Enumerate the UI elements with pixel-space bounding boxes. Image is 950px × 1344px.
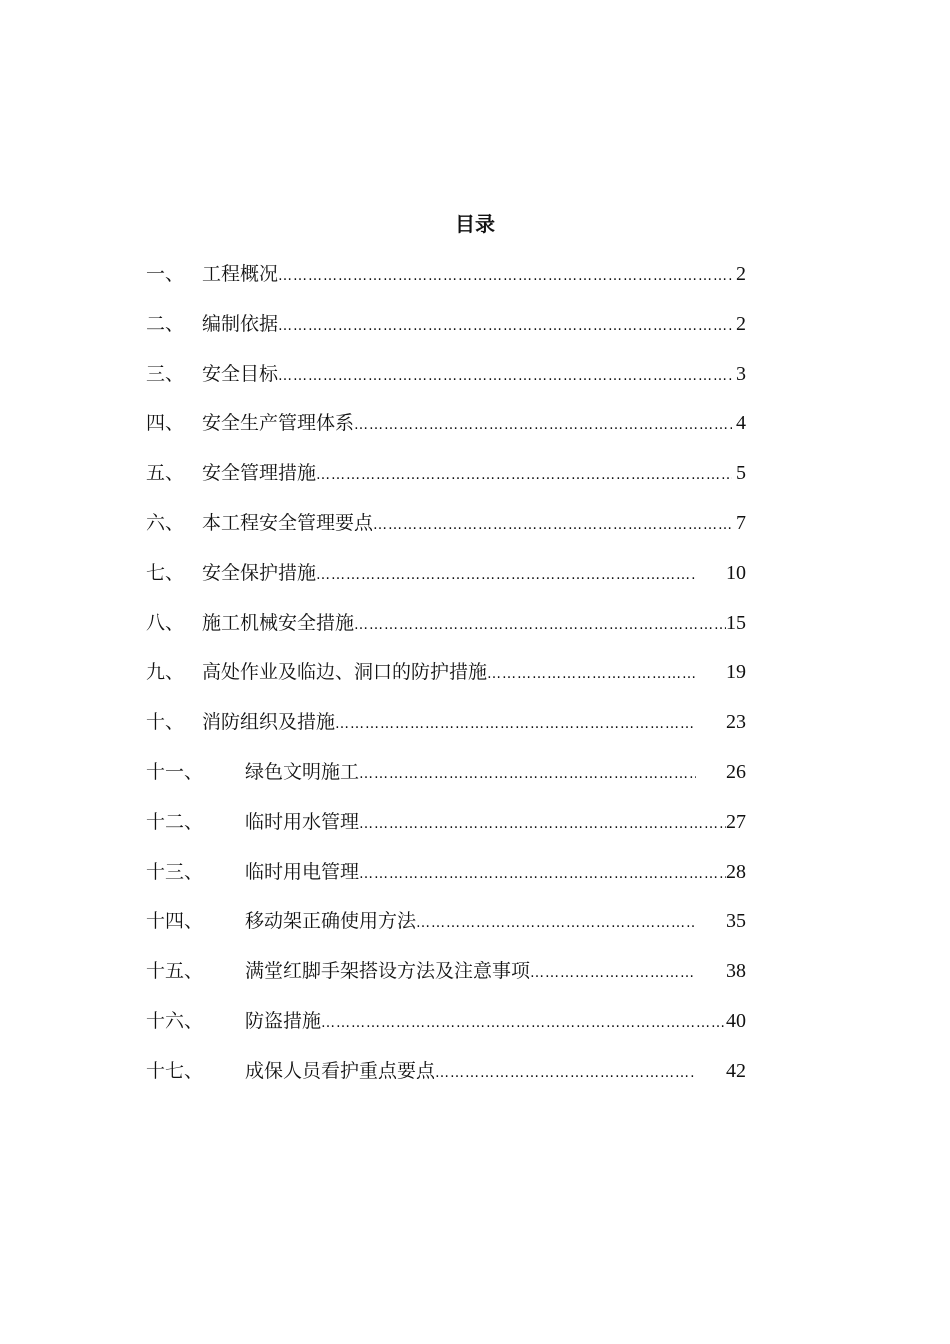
toc-entry-8 [146, 609, 746, 659]
dot-leader [321, 1009, 726, 1037]
dot-leader [278, 262, 732, 290]
toc-entry-10 [146, 708, 746, 758]
toc-entry-page: 28 [726, 860, 746, 883]
dot-leader [354, 411, 732, 439]
toc-entry-number: 十、 [146, 711, 185, 734]
toc-entry-text: 安全保护措施 [202, 561, 317, 584]
toc-entry-text: 满堂红脚手架搭设方法及注意事项 [245, 960, 531, 983]
toc-entry-page: 3 [736, 362, 746, 385]
toc-entry-page: 4 [736, 412, 746, 435]
toc-entry-15 [146, 957, 746, 1007]
dot-leader [373, 511, 732, 539]
toc-entry-text: 本工程安全管理要点 [202, 511, 374, 534]
toc-entry-14 [146, 907, 746, 957]
toc-entry-page: 23 [726, 711, 746, 734]
dot-leader [316, 461, 732, 489]
toc-entry-number: 一、 [146, 263, 185, 285]
toc-entry-page: 26 [726, 760, 746, 783]
toc-entry-text: 施工机械安全措施 [202, 611, 355, 634]
toc-entry-text: 绿色文明施工 [245, 760, 360, 783]
toc-entry-number: 十四、 [146, 910, 204, 933]
toc-entry-6 [146, 509, 746, 559]
toc-entry-text: 成保人员看护重点要点 [245, 1059, 436, 1082]
toc-entry-11 [146, 758, 746, 808]
toc-entry-text: 防盗措施 [245, 1009, 322, 1032]
toc-entry-page: 38 [726, 960, 746, 983]
table-of-contents [146, 260, 746, 1107]
toc-entry-text: 临时用水管理 [245, 810, 360, 833]
toc-entry-7 [146, 559, 746, 609]
toc-entry-text: 编制依据 [202, 312, 279, 335]
toc-entry-2 [146, 310, 746, 360]
toc-entry-page: 27 [726, 810, 746, 833]
toc-entry-number: 十二、 [146, 810, 204, 833]
toc-entry-12 [146, 808, 746, 858]
toc-entry-number: 六、 [146, 511, 185, 534]
toc-entry-9 [146, 658, 746, 708]
toc-entry-number: 十三、 [146, 860, 204, 883]
toc-entry-text: 高处作业及临边、洞口的防护措施 [202, 661, 488, 684]
toc-entry-page: 7 [736, 511, 746, 534]
toc-entry-number: 九、 [146, 661, 185, 684]
toc-entry-number: 十五、 [146, 960, 204, 983]
dot-leader [359, 810, 726, 838]
dot-leader [354, 611, 726, 639]
toc-entry-page: 2 [736, 312, 746, 335]
toc-entry-16 [146, 1007, 746, 1057]
toc-entry-text: 安全管理措施 [202, 462, 317, 485]
toc-entry-number: 十一、 [146, 760, 204, 783]
dot-leader [435, 1059, 696, 1087]
toc-entry-page: 15 [726, 611, 746, 634]
toc-entry-text: 工程概况 [202, 263, 279, 285]
toc-entry-number: 十七、 [146, 1059, 204, 1082]
dot-leader [359, 860, 726, 888]
toc-entry-page: 10 [726, 561, 746, 584]
toc-entry-number: 五、 [146, 462, 185, 485]
toc-entry-13 [146, 858, 746, 908]
dot-leader [487, 660, 696, 688]
toc-entry-number: 八、 [146, 611, 185, 634]
toc-entry-number: 三、 [146, 362, 185, 385]
dot-leader [416, 909, 696, 937]
toc-entry-number: 四、 [146, 412, 185, 435]
toc-entry-page: 19 [726, 661, 746, 684]
dot-leader [316, 561, 696, 589]
toc-entry-number: 十六、 [146, 1009, 204, 1032]
toc-entry-number: 七、 [146, 561, 185, 584]
toc-entry-number: 二、 [146, 312, 185, 335]
toc-entry-text: 消防组织及措施 [202, 711, 336, 734]
toc-entry-17 [146, 1057, 746, 1107]
toc-entry-page: 40 [726, 1009, 746, 1032]
toc-entry-page: 42 [726, 1059, 746, 1082]
toc-entry-5 [146, 459, 746, 509]
toc-entry-page: 5 [736, 462, 746, 485]
dot-leader [278, 362, 732, 390]
toc-entry-text: 安全生产管理体系 [202, 412, 355, 435]
dot-leader [278, 312, 732, 340]
toc-entry-1 [146, 260, 746, 310]
toc-entry-text: 安全目标 [202, 362, 279, 385]
dot-leader [359, 760, 696, 788]
toc-entry-page: 35 [726, 910, 746, 933]
dot-leader [335, 710, 696, 738]
toc-title: 目录 [455, 212, 495, 236]
toc-entry-text: 移动架正确使用方法 [245, 910, 417, 933]
dot-leader [530, 959, 696, 987]
toc-entry-page: 2 [736, 263, 746, 285]
toc-entry-text: 临时用电管理 [245, 860, 360, 883]
toc-entry-3 [146, 360, 746, 410]
toc-entry-4 [146, 409, 746, 459]
